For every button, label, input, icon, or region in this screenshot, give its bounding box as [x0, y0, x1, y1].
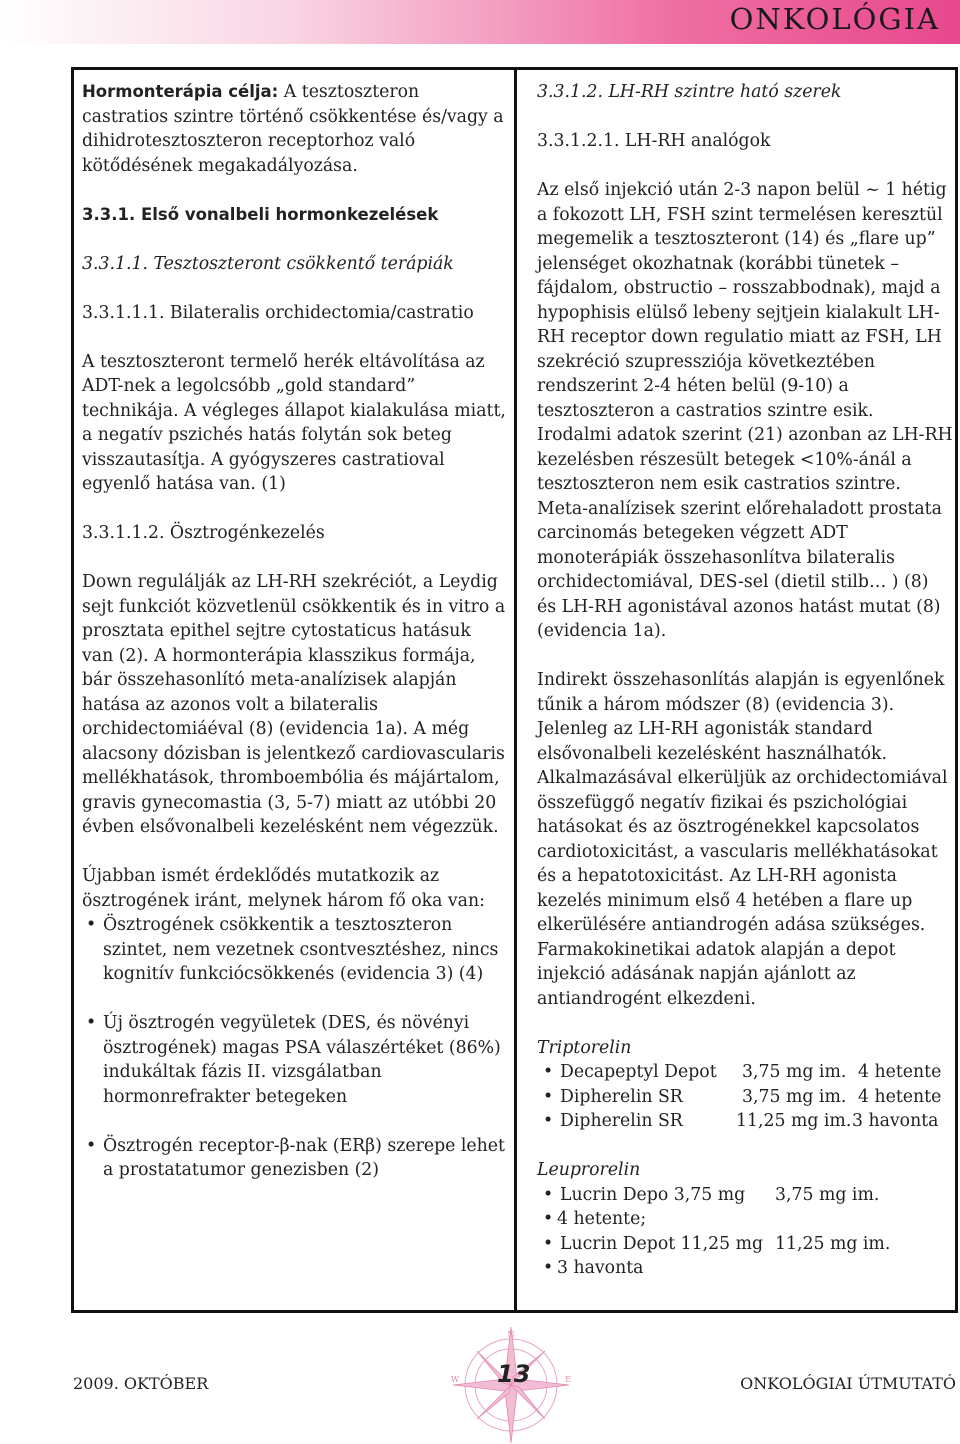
drug-dose: 11,25 mg im. [775, 1233, 891, 1254]
left-column [82, 80, 507, 1207]
drug-frequency: • 4 hetente; [537, 1207, 953, 1232]
list-item: • Ösztrogén receptor-β-nak (ERβ) szerepe lehet a prostatatumor genezisben (2) [82, 1134, 507, 1183]
goal-label: Hormonterápia célja: [82, 82, 279, 101]
drug-frequency: 3 havonta [852, 1111, 939, 1131]
drug-dose: 3,75 mg im. [775, 1184, 880, 1205]
list-item: • Ösztrogének csökkentik a tesztoszteron szintet, nem vezetnek csontvesztéshez, nincs kognitív funkciócsökkenés (evidencia 3) (4) [82, 913, 507, 987]
drug-dose: 11,25 mg im. [736, 1111, 852, 1131]
footer-date: 2009. OKTÓBER [73, 1374, 209, 1393]
estrogen-paragraph: Down regulálják az LH-RH szekréciót, a Leydig sejt funkciót közvetlenül csökkentik és in vitro a prosztata epithel sejtre cytostaticus hatásuk van (2). A hormonterápia klasszikus formája, bár összehasonlító meta-analízisek alapján hatása az azonos volt a bilateralis orchidectomiáéval (8) (evidencia 1a). A még alacsony dózisban is jelentkező cardiovascularis mellékhatások, thromboembólia és májártalom, gravis gynecomastia (3, 5-7) miatt az utóbbi 20 évben elsővonalbeli kezelésként nem végezzük. [82, 572, 506, 837]
compass-west-letter: W [450, 1375, 460, 1384]
drug-name: Dipherelin SR [560, 1111, 683, 1131]
heading-testosterone-lowering: 3.3.1.1. Tesztoszteront csökkentő terápiák [82, 253, 454, 274]
triptorelin-title: Triptorelin [537, 1037, 632, 1058]
list-item: • Új ösztrogén vegyületek (DES, és növényi ösztrogének) magas PSA válaszértéket (86%) indukáltak fázis II. vizsgálatban hormonrefrakter betegeken [82, 1011, 507, 1109]
drug-dose: 3,75 mg im. [742, 1062, 847, 1082]
heading-lhrh-agents: 3.3.1.2. LH-RH szintre ható szerek [537, 82, 842, 102]
list-item [537, 1060, 953, 1085]
list-item [537, 1085, 953, 1110]
goal-paragraph [82, 80, 507, 178]
lhrh-paragraph-1: Az első injekció után 2-3 napon belül ~ 1 hétig a fokozott LH, FSH szint termelésen keresztül megemelik a tesztoszteront (14) és „flare up” jelenséget okozhatnak (korábbi tünetek – fájdalom, obstructio – rosszabbodnak), majd a hypophisis elülső lebeny sejtjein kialakult LH-RH receptor down regulatio miatt az FSH, LH szekréció szupressziója következtében rendszerint 2-4 héten belül (9-10) a tesztoszteron a castratios szintre esik. Irodalmi adatok szerint (21) azonban az LH-RH kezelésben részesült betegek <10%-ánál a tesztoszteron nem esik castratios szintre. Meta-analízisek szerint előrehaladott prostata carcinomás betegeken végzett ADT monoterápiák összehasonlítva bilateralis orchidectomiával, DES-sel (dietil stilb… ) (8) és LH-RH agonistával azonos hatást mutat (8) (evidencia 1a). [537, 180, 953, 641]
drug-frequency: • 3 havonta [537, 1256, 953, 1281]
lhrh-paragraph-2: Indirekt összehasonlítás alapján is egyenlőnek tűnik a három módszer (8) (evidencia 3). Jelenleg az LH-RH agonisták standard elsővonalbeli kezelésként használhatók. Alkalmazásával elkerüljük az orchidectomiával összefüggő negatív fizikai és pszichológiai hatásokat és az ösztrogénekkel kapcsolatos cardiotoxicitást, a vascularis mellékhatásokat és a hepatotoxicitást. Az LH-RH agonista kezelés minimum első 4 hetében a flare up elkerülésére antiandrogén adása szükséges. Farmakokinetikai adatok alapján a depot injekció adásának napján ajánlott az antiandrogént elkezdeni. [537, 670, 948, 1009]
drug-name: Dipherelin SR [560, 1086, 683, 1107]
heading-orchidectomy: 3.3.1.1.1. Bilateralis orchidectomia/castratio [82, 302, 474, 323]
drug-dose: 3,75 mg im. [742, 1086, 847, 1107]
list-item [537, 1232, 953, 1257]
list-item [537, 1183, 953, 1208]
footer-publication: ONKOLÓGIAI ÚTMUTATÓ [740, 1374, 956, 1393]
drug-frequency: 4 hetente [858, 1062, 942, 1082]
drug-name: Lucrin Depot 11,25 mg [560, 1233, 764, 1254]
estrogen-interest-paragraph: Újabban ismét érdeklődés mutatkozik az ösztrogének iránt, melynek három fő oka van: [82, 866, 485, 911]
estrogen-reasons-list [82, 913, 507, 1183]
orchidectomy-paragraph: A tesztoszteront termelő herék eltávolítása az ADT-nek a legolcsóbb „gold standard” technikája. A végleges állapot kialakulása miatt, a negatív pszichés hatás folytán sok beteg visszautasítja. A gyógyszeres castratioval egyenlő hatása van. (1) [82, 351, 506, 494]
list-item [537, 1109, 953, 1134]
goal-text: A tesztoszteron castratios szintre történő csökkentése és/vagy a dihidrotesztoszteron receptorhoz való kötődésének megakadályozása. [82, 82, 504, 176]
compass-east-letter: E [565, 1375, 571, 1384]
heading-estrogen: 3.3.1.1.2. Ösztrogénkezelés [82, 523, 325, 543]
compass-north-letter: N [507, 1330, 515, 1339]
leuprorelin-title: Leuprorelin [537, 1160, 641, 1180]
triptorelin-list [537, 1060, 953, 1134]
column-divider [514, 67, 517, 1313]
leuprorelin-list [537, 1183, 953, 1281]
right-column [537, 80, 953, 1305]
section-title: ONKOLÓGIA [729, 2, 940, 36]
page-number: 13 [497, 1360, 531, 1388]
drug-name: Decapeptyl Depot [560, 1062, 717, 1082]
heading-lhrh-analogues: 3.3.1.2.1. LH-RH analógok [537, 131, 771, 151]
heading-first-line: 3.3.1. Első vonalbeli hormonkezelések [82, 204, 439, 224]
drug-frequency: 4 hetente [858, 1086, 942, 1107]
drug-name: Lucrin Depo 3,75 mg [560, 1184, 746, 1205]
